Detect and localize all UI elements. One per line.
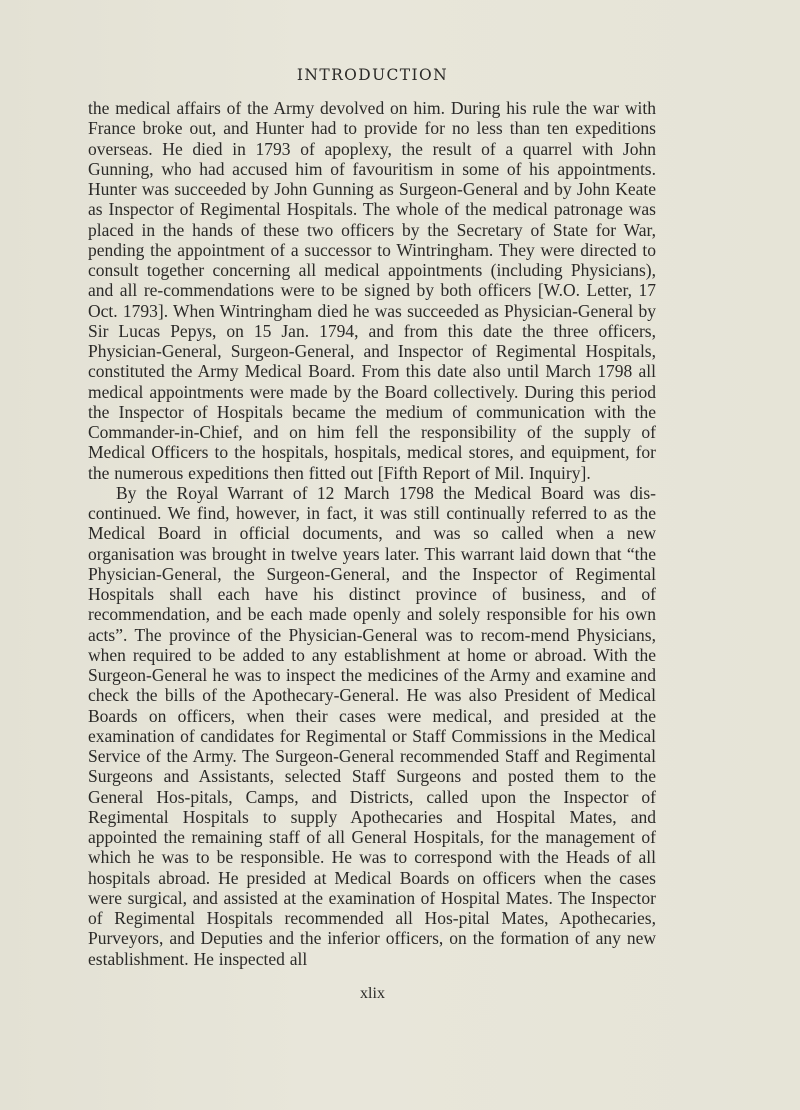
- paragraph-1: the medical affairs of the Army devolved on him. During his rule the war with France broke out, and Hunter had to provide for no less than ten expeditions overseas. He died in 1793 of apoplexy, the result of a quarrel with John Gunning, who had accused him of favouritism in some of his appointments. Hunter was succeeded by John Gunning as Surgeon-General and by John Keate as Inspector of Regimental Hospitals. The whole of the medical patronage was placed in the hands of these two officers by the Secretary of State for War, pending the appointment of a successor to Wintringham. They were directed to consult together concerning all medical appointments (including Physicians), and all re-commendations were to be signed by both officers [W.O. Letter, 17 Oct. 1793]. When Wintringham died he was succeeded as Physician-General by Sir Lucas Pepys, on 15 Jan. 1794, and from this date the three officers, Physician-General, Surgeon-General, and Inspector of Regimental Hospitals, constituted the Army Medical Board. From this date also until March 1798 all medical appointments were made by the Board collectively. During this period the Inspector of Hospitals became the medium of communication with the Commander-in-Chief, and on him fell the responsibility of the supply of Medical Officers to the hospitals, hospitals, medical stores, and equipment, for the numerous expeditions then fitted out [Fifth Report of Mil. Inquiry].: [88, 98, 656, 483]
- body-text: [88, 98, 656, 969]
- page-number: xlix: [360, 985, 385, 1002]
- running-header: INTRODUCTION: [296, 66, 449, 84]
- paragraph-2: By the Royal Warrant of 12 March 1798 the Medical Board was dis-continued. We find, however, in fact, it was still continually referred to as the Medical Board in official documents, and was so called when a new organisation was brought in twelve years later. This warrant laid down that “the Physician-General, the Surgeon-General, and the Inspector of Regimental Hospitals shall each have his distinct province of business, and of recommendation, and be each made openly and solely responsible for his own acts”. The province of the Physician-General was to recom-mend Physicians, when required to be added to any establishment at home or abroad. With the Surgeon-General he was to inspect the medicines of the Army and examine and check the bills of the Apothecary-General. He was also President of Medical Boards on officers, when their cases were medical, and presided at the examination of candidates for Regimental or Staff Commissions in the Medical Service of the Army. The Surgeon-General recommended Staff and Regimental Surgeons and Assistants, selected Staff Surgeons and posted them to the General Hos-pitals, Camps, and Districts, called upon the Inspector of Regimental Hospitals to supply Apothecaries and Hospital Mates, and appointed the remaining staff of all General Hospitals, for the management of which he was to be responsible. He was to correspond with the Heads of all hospitals abroad. He presided at Medical Boards on officers when the cases were surgical, and assisted at the examination of Hospital Mates. The Inspector of Regimental Hospitals recommended all Hos-pital Mates, Apothecaries, Purveyors, and Deputies and the inferior officers, on the formation of any new establishment. He inspected all: [88, 482, 656, 969]
